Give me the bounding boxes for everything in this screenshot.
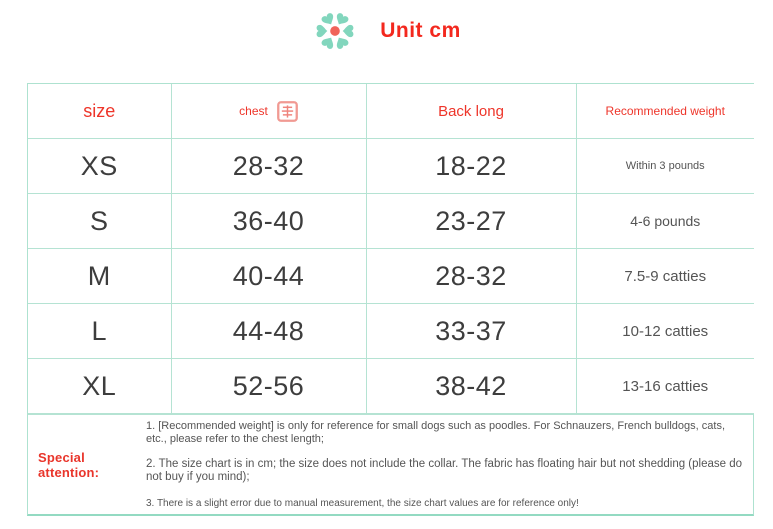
cell-size: XS [28,139,171,194]
cell-back-long: 33-37 [366,304,576,359]
girth-stamp-icon [277,101,298,122]
column-header-recommended-weight: Recommended weight [576,84,754,139]
flower-icon [312,8,358,54]
cell-recommended-weight: 13-16 catties [576,359,754,414]
cell-back-long: 18-22 [366,139,576,194]
table-row-xl [28,359,754,414]
cell-chest: 36-40 [171,194,366,249]
table-row-s [28,194,754,249]
cell-chest: 40-44 [171,249,366,304]
column-header-back-long: Back long [366,84,576,139]
special-attention-section [28,414,753,514]
cell-recommended-weight: Within 3 pounds [576,139,754,194]
special-attention-label: Special attention: [38,449,100,480]
cell-chest: 28-32 [171,139,366,194]
note-item: 3. There is a slight error due to manual measurement, the size chart values are for reference only! [146,497,579,509]
cell-back-long: 28-32 [366,249,576,304]
note-item: 1. [Recommended weight] is only for reference for small dogs such as poodles. For Schnauzers, French bulldogs, cats, etc., please refer to the chest length; [146,419,726,445]
cell-chest: 44-48 [171,304,366,359]
cell-chest: 52-56 [171,359,366,414]
cell-size: M [28,249,171,304]
column-header-chest-label: chest [239,104,268,118]
size-table [28,84,754,414]
note-item: 2. The size chart is in cm; the size does not include the collar. The fabric has floating hair but not shedding (please do not buy if you mind); [146,458,743,484]
page-title: Unit cm [380,19,461,42]
table-row-l [28,304,754,359]
cell-recommended-weight: 10-12 catties [576,304,754,359]
brand-header [0,6,773,56]
cell-size: S [28,194,171,249]
table-row-m [28,249,754,304]
cell-back-long: 23-27 [366,194,576,249]
table-header-row [28,84,754,139]
column-header-chest [171,84,366,139]
cell-back-long: 38-42 [366,359,576,414]
cell-size: XL [28,359,171,414]
column-header-size: size [28,84,171,139]
table-row-xs [28,139,754,194]
special-attention-notes [146,420,753,509]
cell-size: L [28,304,171,359]
size-chart-sheet [27,83,754,516]
cell-recommended-weight: 7.5-9 catties [576,249,754,304]
cell-recommended-weight: 4-6 pounds [576,194,754,249]
